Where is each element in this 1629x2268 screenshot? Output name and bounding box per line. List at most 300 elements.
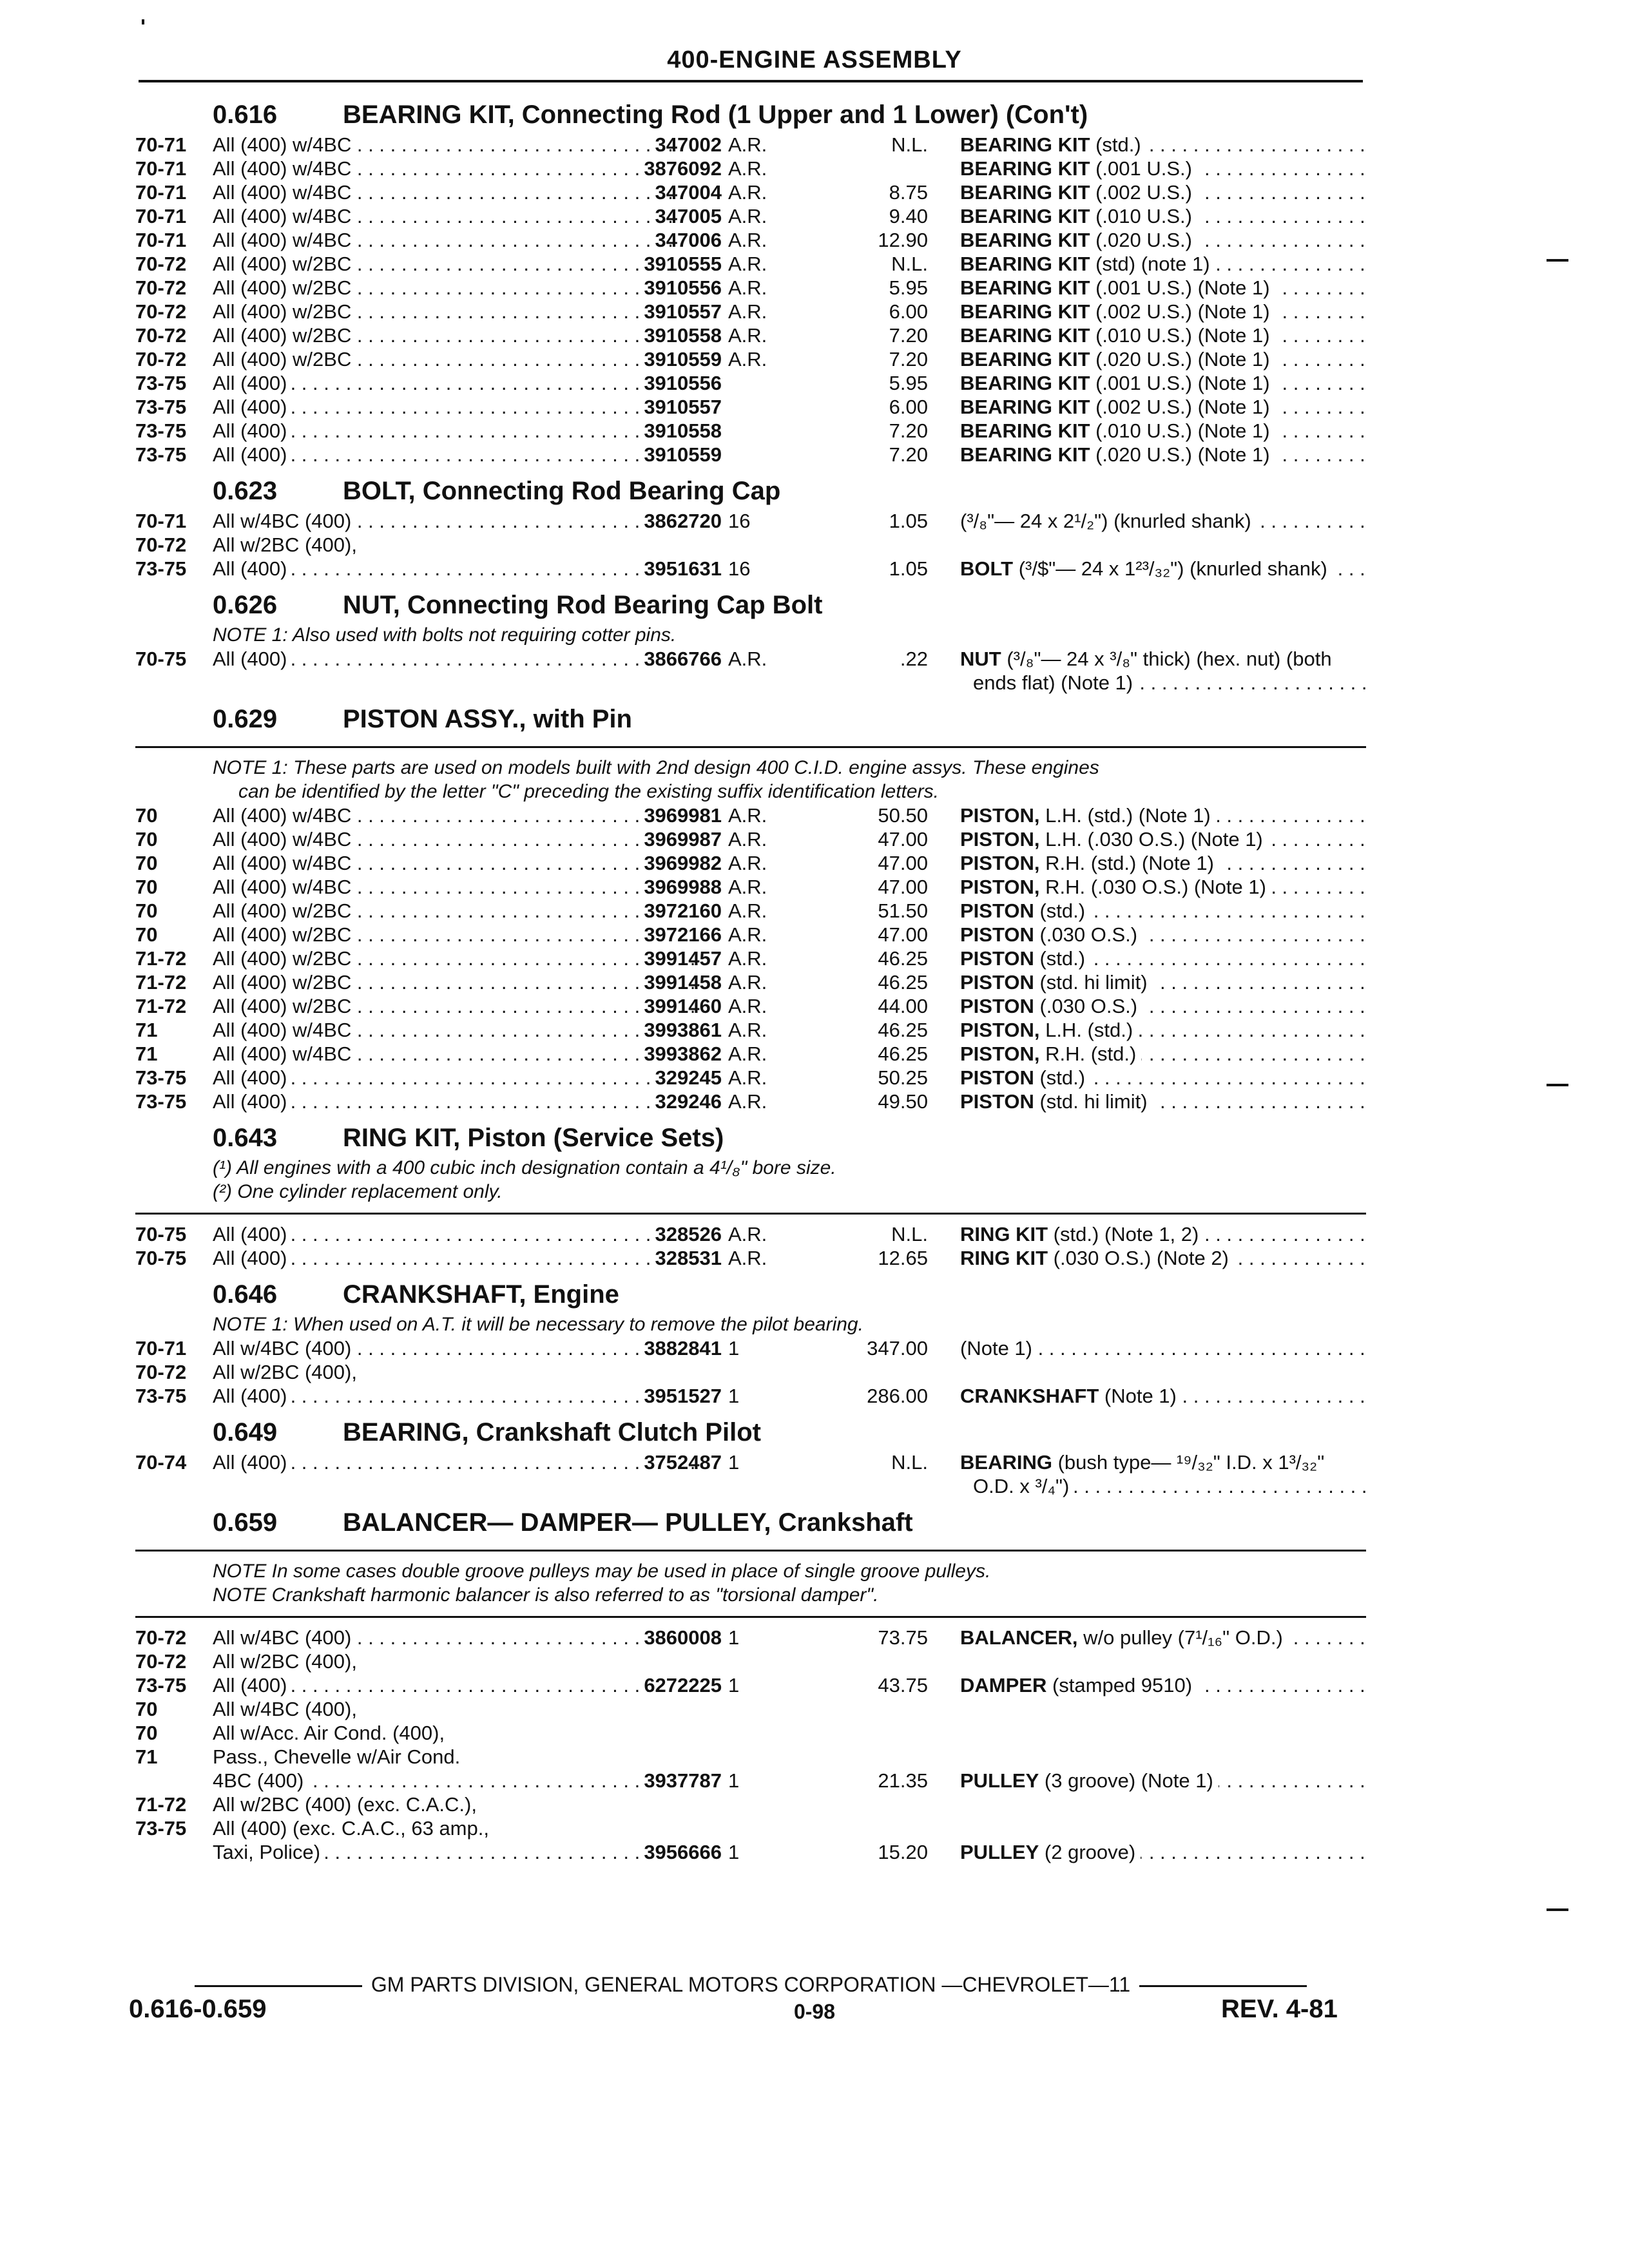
model-years: 73-75 xyxy=(135,557,187,580)
part-number xyxy=(593,1246,722,1270)
description-bold: BOLT xyxy=(960,557,1014,580)
application-text: 4BC (400) xyxy=(213,1769,309,1792)
description-text xyxy=(960,804,1216,827)
description-detail: (³/₈"— 24 x ³/₈" thick) (hex. nut) (both xyxy=(1001,648,1332,670)
description xyxy=(960,1090,1366,1113)
section-note: (²) One cylinder replacement only. xyxy=(213,1181,503,1202)
part-number-value: 3969988 xyxy=(644,876,722,898)
part-number-value: 3910557 xyxy=(644,396,722,418)
section-heading xyxy=(135,1122,1366,1156)
description-text xyxy=(960,1247,1234,1269)
quantity: 1 xyxy=(728,1841,740,1863)
description-text xyxy=(960,1066,1090,1089)
model-years: 71-72 xyxy=(135,971,187,994)
section-note: NOTE 1: These parts are used on models built with 2nd design 400 C.I.D. engine assys. These engines xyxy=(213,757,1099,778)
application-text: All w/4BC (400) xyxy=(213,510,356,532)
model-years: 70 xyxy=(135,876,158,898)
description-text xyxy=(960,852,1219,874)
quantity: A.R. xyxy=(728,133,767,156)
model-years: 70-71 xyxy=(135,157,187,180)
section-heading xyxy=(135,590,1366,623)
description-detail: (std) (note 1) xyxy=(1090,253,1210,275)
parts-row xyxy=(135,180,1366,204)
part-number-value: 3991460 xyxy=(644,995,722,1017)
description-bold: BEARING KIT xyxy=(960,443,1090,466)
application-text: All (400) w/4BC xyxy=(213,181,356,204)
quantity: A.R. xyxy=(728,923,767,946)
part-number xyxy=(593,323,722,347)
description-bold: BEARING KIT xyxy=(960,348,1090,370)
application-text: All w/2BC (400), xyxy=(213,1650,362,1673)
parts-row xyxy=(135,1042,1366,1066)
quantity: A.R. xyxy=(728,971,767,994)
description-text xyxy=(960,1337,1037,1360)
description xyxy=(960,180,1366,204)
part-number xyxy=(593,970,722,994)
section-number: 0.649 xyxy=(213,1418,278,1446)
footer-revision: REV. 4-81 xyxy=(1221,1995,1338,2023)
description xyxy=(960,509,1366,533)
application-text: All (400) w/2BC xyxy=(213,899,356,922)
quantity: A.R. xyxy=(728,324,767,347)
description-bold: DAMPER xyxy=(960,1674,1047,1696)
description-bold: BEARING KIT xyxy=(960,157,1090,180)
part-number-value: 3972166 xyxy=(644,923,722,946)
section-heading xyxy=(135,476,1366,509)
description xyxy=(960,899,1366,923)
part-number xyxy=(593,443,722,466)
parts-row xyxy=(135,1697,1366,1721)
application-text: Taxi, Police) xyxy=(213,1841,325,1863)
price: 46.25 xyxy=(878,971,928,994)
description-detail: (.020 U.S.) (Note 1) xyxy=(1090,443,1270,466)
description-detail: (Note 1) xyxy=(1099,1385,1177,1407)
part-number-value: 3951631 xyxy=(644,557,722,580)
edge-mark xyxy=(1547,1908,1568,1911)
description-detail: (.020 U.S.) (Note 1) xyxy=(1090,348,1270,370)
description-bold: PULLEY xyxy=(960,1769,1039,1792)
description-text xyxy=(960,1385,1182,1407)
quantity: 1 xyxy=(728,1626,740,1649)
section-heading xyxy=(135,1417,1366,1450)
description-bold: PISTON, xyxy=(960,1019,1040,1041)
application-text: All w/4BC (400), xyxy=(213,1698,362,1720)
section-number: 0.643 xyxy=(213,1124,278,1152)
quantity: A.R. xyxy=(728,157,767,180)
application-text: All (400) w/2BC xyxy=(213,923,356,946)
description-text xyxy=(960,828,1268,850)
model-years: 70-71 xyxy=(135,133,187,156)
quantity: A.R. xyxy=(728,181,767,204)
description-text xyxy=(960,947,1090,970)
description-text xyxy=(960,971,1153,994)
part-number-value: 3910558 xyxy=(644,324,722,347)
model-years: 70-72 xyxy=(135,324,187,347)
quantity: A.R. xyxy=(728,1223,767,1245)
description-continuation-text: ends flat) (Note 1) xyxy=(973,671,1138,694)
description xyxy=(960,827,1366,851)
part-number-value: 3910559 xyxy=(644,348,722,370)
description-text xyxy=(960,995,1142,1017)
description-detail: (.002 U.S.) (Note 1) xyxy=(1090,396,1270,418)
description-text xyxy=(960,324,1275,347)
price: 46.25 xyxy=(878,1019,928,1041)
price: 43.75 xyxy=(878,1674,928,1696)
model-years: 71 xyxy=(135,1019,158,1041)
quantity: A.R. xyxy=(728,947,767,970)
description-detail: R.H. (.030 O.S.) (Note 1) xyxy=(1039,876,1266,898)
description-detail: (.001 U.S.) (Note 1) xyxy=(1090,276,1270,299)
application-text: All (400) xyxy=(213,1247,292,1269)
price: 47.00 xyxy=(878,852,928,874)
application xyxy=(213,1816,699,1840)
description-bold: BEARING KIT xyxy=(960,396,1090,418)
description xyxy=(960,1384,1366,1408)
part-number xyxy=(593,157,722,180)
part-number xyxy=(593,994,722,1018)
description-text xyxy=(960,253,1215,275)
model-years: 71-72 xyxy=(135,1793,187,1816)
description-text xyxy=(960,348,1275,370)
parts-row xyxy=(135,509,1366,533)
part-number xyxy=(593,347,722,371)
description-text xyxy=(960,419,1275,442)
section-number: 0.629 xyxy=(213,705,278,733)
parts-row xyxy=(135,1246,1366,1270)
description-detail: (Note 1) xyxy=(960,1337,1032,1360)
part-number xyxy=(593,1018,722,1042)
price: 6.00 xyxy=(889,396,928,418)
parts-row xyxy=(135,947,1366,970)
parts-row xyxy=(135,1673,1366,1697)
part-number-value: 3752487 xyxy=(644,1451,722,1474)
part-number xyxy=(593,371,722,395)
model-years: 70-72 xyxy=(135,1650,187,1673)
application-text: All (400) w/2BC xyxy=(213,348,356,370)
quantity: A.R. xyxy=(728,899,767,922)
quantity: A.R. xyxy=(728,1247,767,1269)
description-detail: (.010 U.S.) (Note 1) xyxy=(1090,419,1270,442)
description-detail: R.H. (std.) xyxy=(1039,1043,1137,1065)
description xyxy=(960,228,1366,252)
application-text: All (400) xyxy=(213,1674,292,1696)
description xyxy=(960,994,1366,1018)
part-number-value: 3993861 xyxy=(644,1019,722,1041)
parts-row xyxy=(135,1840,1366,1864)
section-number: 0.659 xyxy=(213,1508,278,1537)
application-text: All (400) xyxy=(213,1090,292,1113)
description xyxy=(960,875,1366,899)
parts-row xyxy=(135,1090,1366,1113)
quantity: A.R. xyxy=(728,205,767,227)
description-bold: PISTON xyxy=(960,923,1034,946)
description-text xyxy=(960,1019,1138,1041)
parts-row xyxy=(135,1649,1366,1673)
description-text xyxy=(960,557,1333,580)
section-number: 0.626 xyxy=(213,591,278,619)
parts-row xyxy=(135,1792,1366,1816)
price: 50.50 xyxy=(878,804,928,827)
model-years: 70 xyxy=(135,852,158,874)
description-detail: R.H. (std.) (Note 1) xyxy=(1039,852,1214,874)
footer-range: 0.616-0.659 xyxy=(129,1995,267,2023)
model-years: 70-72 xyxy=(135,1626,187,1649)
description-text xyxy=(960,876,1271,898)
description-text xyxy=(960,396,1275,418)
section-number: 0.616 xyxy=(213,101,278,129)
description xyxy=(960,1018,1366,1042)
parts-row xyxy=(135,323,1366,347)
parts-row xyxy=(135,647,1366,671)
quantity: A.R. xyxy=(728,804,767,827)
description xyxy=(960,276,1366,300)
price: 12.65 xyxy=(878,1247,928,1269)
application-text: All (400) w/2BC xyxy=(213,276,356,299)
model-years: 70-71 xyxy=(135,510,187,532)
part-number xyxy=(593,1769,722,1792)
part-number xyxy=(593,1042,722,1066)
quantity: A.R. xyxy=(728,852,767,874)
model-years: 70-75 xyxy=(135,648,187,670)
description xyxy=(960,300,1366,323)
model-years: 70 xyxy=(135,899,158,922)
section-title: BEARING KIT, Connecting Rod (1 Upper and 1 Lower) (Con't) xyxy=(343,101,1088,129)
description-bold: BALANCER, xyxy=(960,1626,1078,1649)
model-years: 70 xyxy=(135,923,158,946)
part-number-value: 347002 xyxy=(655,133,722,156)
description-text xyxy=(960,1451,1329,1474)
description-text xyxy=(960,1043,1141,1065)
application-text: All (400) xyxy=(213,1223,292,1245)
parts-row xyxy=(135,875,1366,899)
description xyxy=(960,1042,1366,1066)
description-bold: PISTON, xyxy=(960,876,1040,898)
price: 47.00 xyxy=(878,876,928,898)
application xyxy=(213,1360,699,1384)
description-text xyxy=(960,1769,1219,1792)
model-years: 70 xyxy=(135,1698,158,1720)
parts-row xyxy=(135,347,1366,371)
parts-row-continuation xyxy=(135,1474,1366,1498)
section-number: 0.623 xyxy=(213,477,278,505)
quantity: A.R. xyxy=(728,828,767,850)
part-number xyxy=(593,827,722,851)
description-bold: BEARING KIT xyxy=(960,133,1090,156)
model-years: 73-75 xyxy=(135,372,187,394)
part-number-value: 347006 xyxy=(655,229,722,251)
description-detail: (std.) xyxy=(1034,1066,1086,1089)
price: 5.95 xyxy=(889,276,928,299)
description-continuation-text: O.D. x ³/₄") xyxy=(973,1475,1074,1497)
description xyxy=(960,1246,1366,1270)
parts-row xyxy=(135,395,1366,419)
part-number xyxy=(593,1626,722,1649)
parts-row xyxy=(135,994,1366,1018)
description xyxy=(960,647,1366,671)
description-bold: CRANKSHAFT xyxy=(960,1385,1099,1407)
description xyxy=(960,347,1366,371)
part-number-value: 3862720 xyxy=(644,510,722,532)
part-number xyxy=(593,875,722,899)
part-number-value: 329246 xyxy=(655,1090,722,1113)
description-text xyxy=(960,1090,1153,1113)
parts-row xyxy=(135,923,1366,947)
description-bold: PISTON, xyxy=(960,804,1040,827)
description-detail: (std.) xyxy=(1034,947,1086,970)
quantity: 1 xyxy=(728,1337,740,1360)
model-years: 70-72 xyxy=(135,276,187,299)
section-divider xyxy=(135,1213,1366,1215)
description-bold: PISTON, xyxy=(960,1043,1040,1065)
parts-row xyxy=(135,851,1366,875)
quantity: 1 xyxy=(728,1674,740,1696)
application-text: All (400) xyxy=(213,1066,292,1089)
section-title: RING KIT, Piston (Service Sets) xyxy=(343,1124,724,1152)
part-number xyxy=(593,204,722,228)
parts-row xyxy=(135,1745,1366,1769)
description xyxy=(960,157,1366,180)
description-bold: RING KIT xyxy=(960,1247,1048,1269)
description-bold: RING KIT xyxy=(960,1223,1048,1245)
description-bold: PULLEY xyxy=(960,1841,1039,1863)
parts-row xyxy=(135,228,1366,252)
description-detail: (stamped 9510) xyxy=(1046,1674,1193,1696)
part-number-value: 3910557 xyxy=(644,300,722,323)
description-detail: (.001 U.S.) (Note 1) xyxy=(1090,372,1270,394)
quantity: A.R. xyxy=(728,876,767,898)
description-text xyxy=(960,205,1197,227)
quantity: A.R. xyxy=(728,1090,767,1113)
application-text: All (400) w/2BC xyxy=(213,253,356,275)
description xyxy=(960,419,1366,443)
description-text xyxy=(960,1223,1204,1245)
part-number-value: 3993862 xyxy=(644,1043,722,1065)
model-years: 70-75 xyxy=(135,1223,187,1245)
part-number-value: 3910559 xyxy=(644,443,722,466)
description-continuation xyxy=(973,1474,1366,1498)
part-number-value: 328531 xyxy=(655,1247,722,1269)
quantity: 16 xyxy=(728,557,751,580)
edge-mark xyxy=(1547,259,1568,262)
section-heading xyxy=(135,704,1366,737)
model-years: 70-71 xyxy=(135,205,187,227)
price: 47.00 xyxy=(878,923,928,946)
parts-row xyxy=(135,803,1366,827)
part-number-value: 347004 xyxy=(655,181,722,204)
section-title: BALANCER— DAMPER— PULLEY, Crankshaft xyxy=(343,1508,913,1537)
description-text xyxy=(960,648,1337,670)
description-text xyxy=(960,923,1142,946)
description xyxy=(960,851,1366,875)
description-bold: PISTON xyxy=(960,1066,1034,1089)
description-detail: (.030 O.S.) xyxy=(1034,995,1138,1017)
description-detail: (std.) xyxy=(1034,899,1086,922)
parts-row xyxy=(135,533,1366,557)
price: 347.00 xyxy=(867,1337,928,1360)
description-text xyxy=(960,157,1197,180)
section-note: can be identified by the letter "C" preceding the existing suffix identification letters. xyxy=(238,781,939,802)
model-years: 73-75 xyxy=(135,1066,187,1089)
quantity: A.R. xyxy=(728,648,767,670)
part-number-value: 6272225 xyxy=(644,1674,722,1696)
price: 51.50 xyxy=(878,899,928,922)
footer-division: GM PARTS DIVISION, GENERAL MOTORS CORPORATION —CHEVROLET—11 xyxy=(139,1973,1363,1997)
application-text: All (400) w/4BC xyxy=(213,852,356,874)
description xyxy=(960,803,1366,827)
description-bold: BEARING KIT xyxy=(960,372,1090,394)
header-rule xyxy=(139,80,1363,82)
application xyxy=(213,1792,699,1816)
section-number: 0.646 xyxy=(213,1280,278,1309)
part-number xyxy=(593,252,722,276)
description-bold: PISTON xyxy=(960,899,1034,922)
model-years: 70-71 xyxy=(135,181,187,204)
model-years: 73-75 xyxy=(135,1090,187,1113)
description xyxy=(960,371,1366,395)
price: .22 xyxy=(900,648,928,670)
description xyxy=(960,133,1366,157)
description-detail: (³/₈"— 24 x 2¹/₂") (knurled shank) xyxy=(960,510,1251,532)
parts-row xyxy=(135,1360,1366,1384)
application-text: All (400) xyxy=(213,443,292,466)
quantity: A.R. xyxy=(728,229,767,251)
model-years: 70 xyxy=(135,828,158,850)
part-number-value: 3882841 xyxy=(644,1337,722,1360)
quantity: A.R. xyxy=(728,348,767,370)
description-detail: (.020 U.S.) xyxy=(1090,229,1192,251)
description xyxy=(960,252,1366,276)
part-number xyxy=(593,228,722,252)
description xyxy=(960,1336,1366,1360)
section-heading xyxy=(135,1279,1366,1312)
section-note: (¹) All engines with a 400 cubic inch designation contain a 4¹/₈" bore size. xyxy=(213,1157,836,1178)
parts-row xyxy=(135,1721,1366,1745)
section-heading xyxy=(135,1507,1366,1541)
price: N.L. xyxy=(891,1451,928,1474)
part-number xyxy=(593,1840,722,1864)
application-text: All (400) xyxy=(213,1385,292,1407)
part-number xyxy=(593,1450,722,1474)
price: 15.20 xyxy=(878,1841,928,1863)
section-title: CRANKSHAFT, Engine xyxy=(343,1280,619,1309)
part-number xyxy=(593,509,722,533)
price: N.L. xyxy=(891,253,928,275)
application-text: All (400) w/4BC xyxy=(213,804,356,827)
application-text: All (400) w/2BC xyxy=(213,324,356,347)
application-text: All (400) w/4BC xyxy=(213,1019,356,1041)
application-text: Pass., Chevelle w/Air Cond. xyxy=(213,1745,465,1768)
price: N.L. xyxy=(891,133,928,156)
description-detail: w/o pulley (7¹/₁₆" O.D.) xyxy=(1077,1626,1283,1649)
parts-row xyxy=(135,371,1366,395)
model-years: 70-72 xyxy=(135,1361,187,1383)
price: 49.50 xyxy=(878,1090,928,1113)
description xyxy=(960,1066,1366,1090)
quantity: 1 xyxy=(728,1451,740,1474)
model-years: 73-75 xyxy=(135,396,187,418)
section-note: NOTE In some cases double groove pulleys may be used in place of single groove pulleys. xyxy=(213,1561,991,1582)
description xyxy=(960,1769,1366,1792)
part-number-value: 3876092 xyxy=(644,157,722,180)
part-number xyxy=(593,180,722,204)
quantity: A.R. xyxy=(728,1043,767,1065)
price: 12.90 xyxy=(878,229,928,251)
quantity: A.R. xyxy=(728,995,767,1017)
description-detail: (.001 U.S.) xyxy=(1090,157,1192,180)
quantity: 1 xyxy=(728,1385,740,1407)
section-title: PISTON ASSY., with Pin xyxy=(343,705,632,733)
part-number xyxy=(593,851,722,875)
